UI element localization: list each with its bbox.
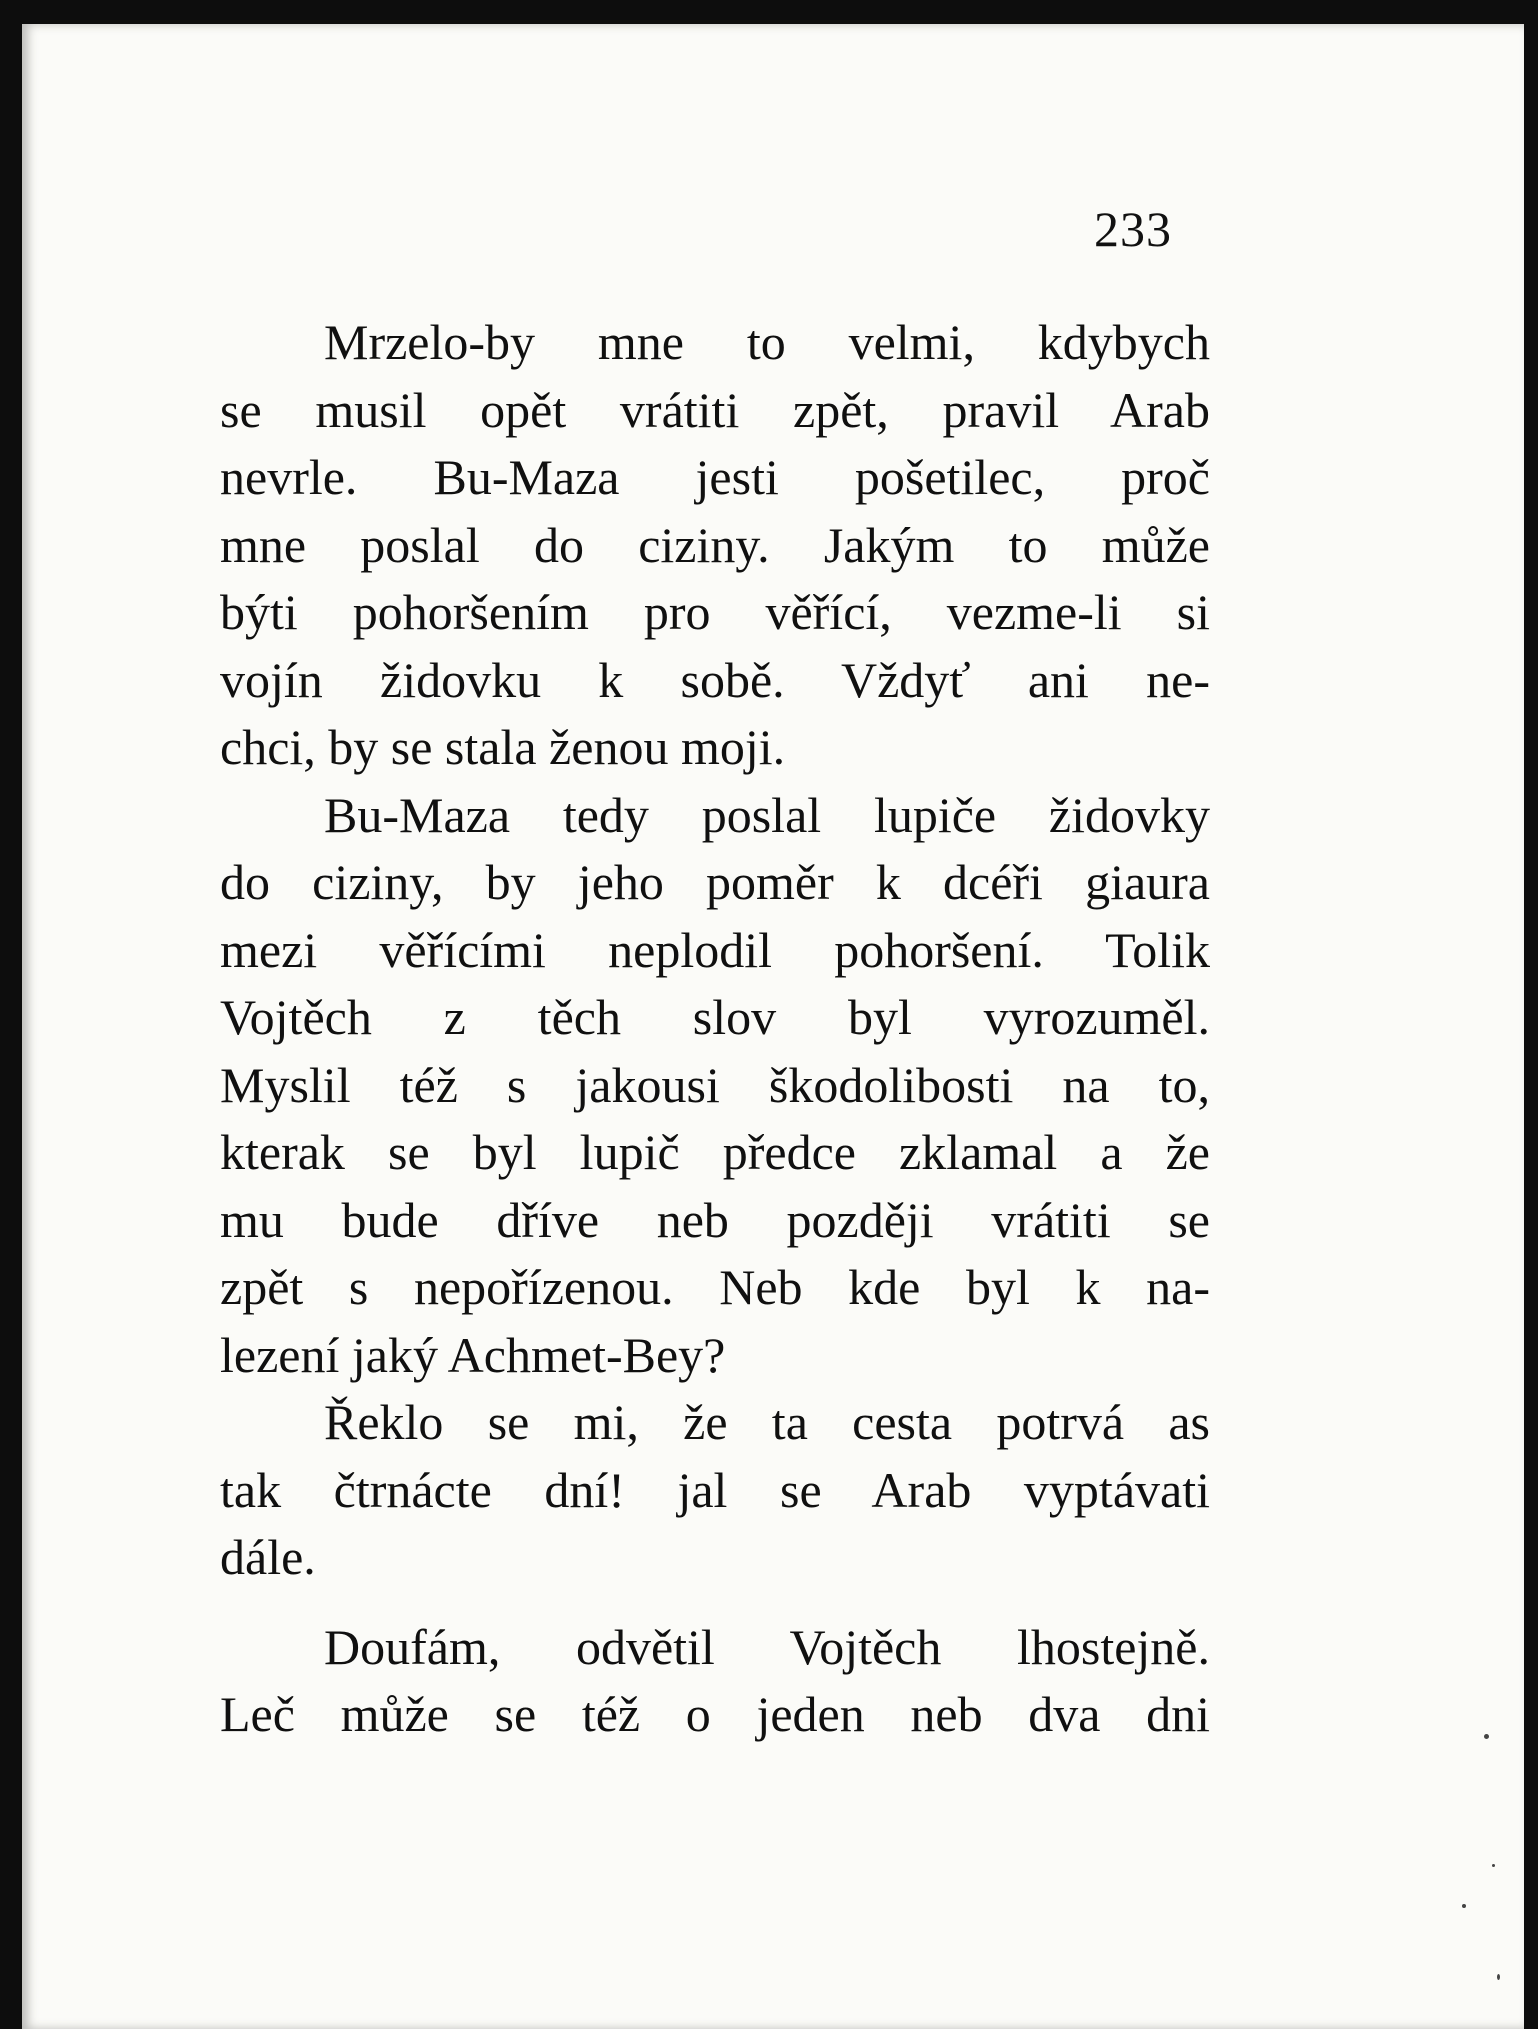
text-line: tak čtrnácte dní! jal se Arab vyptávati [220,1461,1210,1518]
scan-speck [1484,1734,1489,1739]
text-line: Myslil též s jakousi škodolibosti na to, [220,1056,1210,1113]
text-line: Leč může se též o jeden neb dva dni [220,1686,1210,1742]
text-line: dále. [220,1529,316,1585]
text-line: býti pohoršením pro věřící, vezme-li si [220,584,1210,640]
text-line: do ciziny, by jeho poměr k dcéři giaura [220,854,1210,910]
text-line: nevrle. Bu-Maza jesti pošetilec, proč [220,449,1210,505]
text-line: Doufám, odvětil Vojtěch lhostejně. [324,1618,1210,1675]
text-line: mezi věřícími neplodil pohoršení. Tolik [220,921,1210,978]
text-line: Vojtěch z těch slov byl vyrozuměl. [220,989,1210,1045]
paragraph-gap [220,1592,1210,1614]
scan-speck [1462,1904,1466,1908]
text-line: Mrzelo-by mne to velmi, kdybych [324,314,1210,370]
text-line: se musil opět vrátiti zpět, pravil Arab [220,381,1210,438]
text-line: lezení jaký Achmet-Bey? [220,1326,726,1383]
text-line: vojín židovku k sobě. Vždyť ani ne- [220,651,1210,708]
scan-speck [1492,1864,1495,1867]
text-line: chci, by se stala ženou moji. [220,719,786,775]
text-line: mne poslal do ciziny. Jakým to může [220,516,1210,573]
body-text [220,309,1210,1749]
text-line: Bu-Maza tedy poslal lupiče židovky [324,786,1210,843]
text-line: zpět s nepořízenou. Neb kde byl k na- [220,1259,1210,1315]
book-page [22,24,1524,2029]
text-line: kterak se byl lupič předce zklamal a že [220,1124,1210,1180]
text-line: Řeklo se mi, že ta cesta potrvá as [324,1394,1210,1450]
text-line: mu bude dříve neb později vrátiti se [220,1191,1210,1248]
page-number: 233 [1094,201,1172,257]
scan-speck [1497,1974,1500,1980]
